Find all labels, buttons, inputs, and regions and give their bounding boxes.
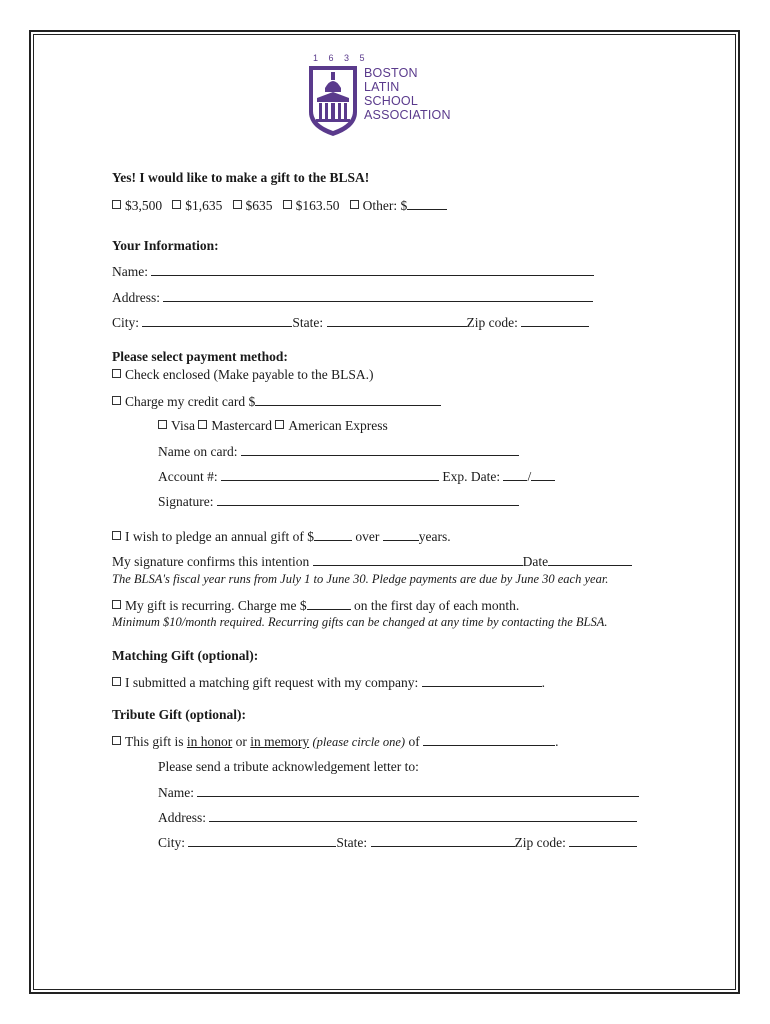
tribute-city-row (158, 834, 637, 851)
pledge-option[interactable]: I wish to pledge an annual gift of $ over years. (112, 528, 451, 545)
tribute-address-row (158, 809, 637, 826)
tribute-person-field[interactable] (423, 733, 555, 746)
gift-option-3500[interactable]: $3,500 (112, 198, 162, 213)
logo-wordmark (364, 66, 451, 122)
other-amount-field[interactable] (407, 197, 447, 210)
checkbox-icon (112, 677, 121, 686)
zip-field[interactable] (521, 314, 589, 327)
checkbox-icon (350, 200, 359, 209)
account-field[interactable] (221, 468, 439, 481)
logo-line: LATIN (364, 80, 400, 94)
matching-heading: Matching Gift (optional): (112, 648, 259, 663)
card-type-row (158, 418, 388, 434)
tribute-zip-field[interactable] (569, 834, 637, 847)
address-label: Address: (112, 290, 160, 305)
recurring-amount-field[interactable] (307, 597, 351, 610)
blsa-logo (307, 54, 467, 138)
checkbox-icon (233, 200, 242, 209)
in-honor-choice[interactable]: in honor (186, 734, 233, 749)
tribute-option[interactable]: This gift is in honor or in memory (please circle one) of . (112, 733, 558, 750)
checkbox-icon (275, 420, 284, 429)
logo-year: 1 6 3 5 (313, 53, 369, 63)
name-on-card-field[interactable] (241, 443, 519, 456)
pledge-confirm-label: My signature confirms this intention (112, 554, 310, 569)
pledge-confirm-row (112, 553, 632, 570)
name-label: Name: (112, 264, 148, 279)
address-row (112, 289, 593, 306)
pledge-signature-field[interactable] (313, 553, 523, 566)
gift-option-163-50[interactable]: $163.50 (283, 198, 340, 213)
card-signature-row (158, 493, 519, 510)
pledge-date-label: Date (522, 554, 549, 569)
pledge-years-field[interactable] (383, 528, 419, 541)
name-row (112, 263, 594, 280)
account-label: Account #: (158, 469, 218, 484)
logo-line: SCHOOL (364, 94, 418, 108)
check-enclosed-option[interactable]: Check enclosed (Make payable to the BLSA.) (112, 367, 374, 383)
state-field[interactable] (327, 314, 467, 327)
account-row (158, 468, 555, 485)
tribute-state-label: State: (336, 835, 368, 850)
matching-company-field[interactable] (422, 674, 542, 687)
info-heading: Your Information: (112, 238, 219, 253)
checkbox-icon (283, 200, 292, 209)
card-signature-label: Signature: (158, 494, 214, 509)
matching-option[interactable]: I submitted a matching gift request with my company: . (112, 674, 545, 691)
gift-option-other[interactable]: Other: $ (350, 198, 408, 213)
checkbox-icon (112, 531, 121, 540)
tribute-address-label: Address: (158, 810, 206, 825)
pledge-date-field[interactable] (548, 553, 632, 566)
name-field[interactable] (151, 263, 594, 276)
tribute-city-label: City: (158, 835, 186, 850)
tribute-address-field[interactable] (209, 809, 637, 822)
card-signature-field[interactable] (217, 493, 519, 506)
tribute-zip-label: Zip code: (514, 835, 566, 850)
card-visa-option[interactable]: Visa (158, 418, 195, 433)
exp-date-label: Exp. Date: (442, 469, 501, 484)
city-row (112, 314, 589, 331)
name-on-card-label: Name on card: (158, 444, 238, 459)
name-on-card-row (158, 443, 519, 460)
school-building-icon (307, 54, 359, 138)
tribute-send-label: Please send a tribute acknowledgement letter to: (158, 759, 419, 774)
tribute-name-field[interactable] (197, 784, 639, 797)
credit-amount-field[interactable] (255, 393, 441, 406)
exp-month-field[interactable] (503, 468, 527, 481)
address-field[interactable] (163, 289, 593, 302)
logo-line: BOSTON (364, 66, 418, 80)
checkbox-icon (112, 200, 121, 209)
recurring-option[interactable]: My gift is recurring. Charge me $ on the first day of each month. (112, 597, 519, 614)
credit-card-option[interactable]: Charge my credit card $ (112, 393, 441, 410)
gift-option-635[interactable]: $635 (233, 198, 273, 213)
logo-line: ASSOCIATION (364, 108, 451, 122)
payment-heading: Please select payment method: (112, 349, 288, 364)
checkbox-icon (172, 200, 181, 209)
tribute-city-field[interactable] (188, 834, 336, 847)
checkbox-icon (112, 600, 121, 609)
gift-option-1635[interactable]: $1,635 (172, 198, 222, 213)
exp-year-field[interactable] (531, 468, 555, 481)
checkbox-icon (158, 420, 167, 429)
city-label: City: (112, 315, 140, 330)
tribute-state-field[interactable] (371, 834, 515, 847)
gift-heading: Yes! I would like to make a gift to the BLSA! (112, 170, 370, 185)
tribute-name-row (158, 784, 639, 801)
exp-separator: / (527, 469, 532, 484)
checkbox-icon (198, 420, 207, 429)
checkbox-icon (112, 396, 121, 405)
recurring-note: Minimum $10/month required. Recurring gifts can be changed at any time by contacting the BLSA. (112, 615, 608, 629)
checkbox-icon (112, 369, 121, 378)
pledge-note: The BLSA's fiscal year runs from July 1 to June 30. Pledge payments are due by June 30 each year. (112, 572, 609, 586)
card-mastercard-option[interactable]: Mastercard (198, 418, 272, 433)
in-memory-choice[interactable]: in memory (250, 734, 310, 749)
pledge-amount-field[interactable] (314, 528, 352, 541)
state-label: State: (292, 315, 324, 330)
tribute-heading: Tribute Gift (optional): (112, 707, 246, 722)
card-amex-option[interactable]: American Express (275, 418, 387, 433)
zip-label: Zip code: (466, 315, 518, 330)
gift-options-row (112, 197, 447, 214)
city-field[interactable] (142, 314, 292, 327)
tribute-name-label: Name: (158, 785, 194, 800)
checkbox-icon (112, 736, 121, 745)
